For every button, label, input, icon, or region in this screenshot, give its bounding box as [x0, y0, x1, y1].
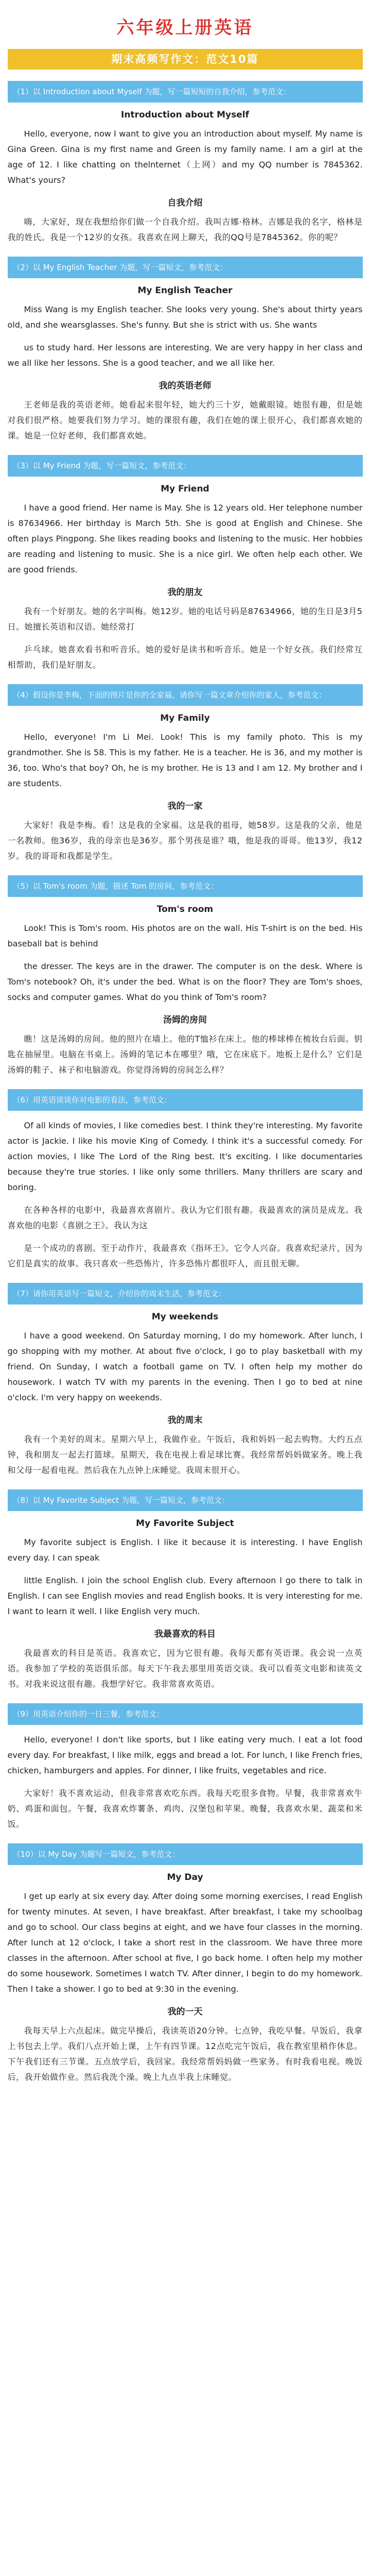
essay-en-paragraph: Hello, everyone, now I want to give you an introduction about myself. My name is Gina Green. Gina is my first name and Green is my family name. I am a girl at the age of 12. I like chatting on thelnternet（上网）and my QQ number is 7845362. What's yours? [7, 129, 363, 185]
essay-cn-paragraph: 嗨，大家好，现在我想给你们做一个自我介绍。我叫吉娜·格林。吉娜是我的名字，格林是我的姓氏。我是一个12岁的女孩。我喜欢在网上聊天，我的QQ号是7845362。你的呢？ [7, 217, 363, 242]
essay-section [8, 455, 363, 673]
essay-cn-paragraph: 我每天早上六点起床。做完早操后，我读英语20分钟。七点钟，我吃早餐。早饭后，我拿上书包去上学。我们八点开始上课，上午有四节课。12点吃完午饭后，我在教室里稍作休息。下午我们还有三节课。五点放学后，我回家。我经常帮妈妈做一些家务。有时我看电视。晚饭后，我开始做作业。然后我洗个澡。晚上九点半我上床睡觉。 [7, 2026, 363, 2082]
essay-section [8, 1489, 363, 1692]
essay-en-paragraph: Hello, everyone! I don't like sports, but I like eating very much. I eat a lot food every day. For breakfast, I like milk, eggs and bread a lot. For lunch, I like French fries, chicken, hamburgers and apples. For dinner, I like fruits, vegetables and rice. [7, 1735, 363, 1775]
essay-prompt: （7）请你用英语写一篇短文，介绍你的周末生活，参考范文： [8, 1283, 363, 1304]
subtitle-banner: 期末高频写作文：范文10篇 [8, 49, 363, 70]
essay-cn-title: 我的周末 [167, 1415, 203, 1426]
essay-cn-paragraph: 瞧！这是汤姆的房间。他的照片在墙上。他的T恤衫在床上。他的棒球棒在梳妆台后面。钥匙在抽屉里。电脑在书桌上。汤姆的笔记本在哪里？哦，它在床底下。地板上是什么？它们是汤姆的鞋子、袜子和电脑游戏。你觉得汤姆的房间怎么样？ [7, 1034, 363, 1075]
essay-list [0, 81, 370, 2085]
essay-en-paragraph: I have a good friend. Her name is May. She is 12 years old. Her telephone number is 87634966. Her birthday is March 5th. She is good at English and Chinese. She often plays Pingpong. She likes reading books and listening to the music. Her hobbies are reading and listening to music. She is a nice girl. We often help each other. We are good friends. [7, 503, 363, 574]
essay-en-title: My Friend [161, 484, 209, 494]
essay-cn-paragraph: 在各种各样的电影中，我最喜欢喜剧片。我认为它们很有趣。我最喜欢的演员是成龙。我喜欢他的电影《喜剧之王》。我认为这 [7, 1205, 363, 1230]
essay-section [8, 257, 363, 444]
page-title: 六年级上册英语 [116, 18, 254, 38]
essay-cn-title: 我的英语老师 [158, 381, 212, 391]
essay-section [8, 81, 363, 245]
essay-cn-paragraph: 是一个成功的喜剧。至于动作片，我最喜欢《指环王》。它令人兴奋。我喜欢纪录片，因为它们是真实的故事。我只喜欢一些恐怖片，许多恐怖片都很吓人，而且很无聊。 [7, 1243, 363, 1268]
essay-section [8, 875, 363, 1078]
essay-en-title: Introduction about Myself [121, 110, 249, 120]
essay-en-paragraph: us to study hard. Her lessons are interesting. We are very happy in her class and we all like her lessons. She is a good teacher, and we all like her. [7, 343, 363, 368]
essay-en-title: My Favorite Subject [136, 1518, 234, 1529]
essay-cn-paragraph: 我有一个美好的周末。星期六早上，我做作业。午饭后，我和妈妈一起去购物。大约五点钟，我和朋友一起去打篮球。星期天，我在电视上看足球比赛。我经常帮妈妈做家务。晚上我和父母一起看电视。然后我在九点钟上床睡觉。我周末很开心。 [7, 1434, 363, 1475]
essay-en-paragraph: Look! This is Tom's room. His photos are on the wall. His T-shirt is on the bed. His baseball bat is behind [7, 923, 363, 948]
essay-prompt: （4）假设你是李梅，下面的图片是你的全家福，请你写一篇文章介绍你的家人，参考范文： [8, 684, 363, 706]
essay-en-title: My Family [160, 713, 210, 723]
essay-en-title: Tom's room [156, 904, 214, 914]
essay-cn-paragraph: 大家好！我是李梅。看！这是我的全家福。这是我的祖母，她58岁。这是我的父亲，他是一名教师。他36岁，我的母亲也是36岁。那个男孩是谁？哦，他是我的哥哥。他13岁，我12岁。我的哥哥和我都是学生。 [7, 820, 363, 861]
essay-section [8, 1703, 363, 1832]
essay-en-title: My weekends [151, 1312, 219, 1322]
essay-en-paragraph: My favorite subject is English. I like it because it is interesting. I have English every day. I can speak [7, 1537, 363, 1563]
essay-prompt: （10）以 My Day 为题写一篇短文，参考范文： [8, 1843, 363, 1865]
essay-prompt: （9）用英语介绍你的一日三餐，参考范文： [8, 1703, 363, 1725]
essay-prompt: （8）以 My Favorite Subject 为题，写一篇短文，参考范文： [8, 1489, 363, 1511]
essay-en-paragraph: I have a good weekend. On Saturday morning, I do my homework. After lunch, I go shopping with my mother. At about five o'clock, I go to play basketball with my friend. On Sunday, I watch a football game on TV. I often help my mother do housework. I watch TV with my parents in the evening. Then I go to bed at nine o'clock. I'm very happy on weekends. [7, 1331, 363, 1402]
essay-en-paragraph: I get up early at six every day. After doing some morning exercises, I read English for twenty minutes. At seven, I have breakfast. After breakfast, I take my schoolbag and go to school. Our class begins at eight, and we have four classes in the morning. After lunch at 12 o'clock, I take a short rest in the classroom. We have three more classes in the afternoon. After school at five, I go back home. I often help my mother do some housework. Sometimes I watch TV. After dinner, I begin to do my homework. Then I take a shower. I go to bed at 9:30 in the evening. [7, 1891, 363, 1994]
essay-cn-paragraph: 乒乓球。她喜欢看书和听音乐。她的爱好是读书和听音乐。她是一个好女孩。我们经常互相帮助，我们是好朋友。 [7, 645, 363, 670]
essay-cn-title: 我最喜欢的科目 [154, 1629, 216, 1639]
essay-prompt: （1）以 Introduction about Myself 为题，写一篇短短的自我介绍，参考范文： [8, 81, 363, 103]
essay-cn-title: 我的一天 [167, 2007, 203, 2017]
essay-en-paragraph: Miss Wang is my English teacher. She looks very young. She's about thirty years old, and she wearsglasses. She's funny. But she is strict with us. She wants [7, 304, 363, 330]
essay-section [8, 1089, 363, 1272]
essay-prompt: （3）以 My Friend 为题，写一篇短文，参考范文： [8, 455, 363, 477]
essay-prompt: （6）用英语谈谈你对电影的看法，参考范文： [8, 1089, 363, 1111]
essay-en-paragraph: the dresser. The keys are in the drawer. The computer is on the desk. Where is Tom's notebook? Oh, it's under the bed. What is on the floor? They are Tom's shoes, socks and computer games. What do you think of Tom's room? [7, 961, 363, 1002]
essay-cn-paragraph: 大家好！我不喜欢运动，但我非常喜欢吃东西。我每天吃很多食物。早餐，我非常喜欢牛奶、鸡蛋和面包。午餐，我喜欢炸薯条、鸡肉、汉堡包和苹果。晚餐，我喜欢水果、蔬菜和米饭。 [7, 1788, 363, 1829]
essay-cn-title: 自我介绍 [167, 198, 203, 208]
essay-cn-title: 我的一家 [167, 801, 203, 811]
essay-section [8, 1843, 363, 2085]
essay-en-title: My English Teacher [137, 285, 233, 296]
essay-section [8, 684, 363, 864]
essay-prompt: （2）以 My English Teacher 为题，写一篇短文，参考范文： [8, 257, 363, 278]
essay-section [8, 1283, 363, 1478]
header [0, 0, 370, 43]
essay-prompt: （5）以 Tom's room 为题，描述 Tom 的房间，参考范文： [8, 875, 363, 897]
essay-en-paragraph: Of all kinds of movies, I like comedies best. I think they're interesting. My favorite actor is Jackie. I like his movie King of Comedy. I think it's a successful comedy. For action movies, I like The Lord of the Ring best. It's exciting. I like documentaries because they're true stories. I like only some thrillers. Many thrillers are scary and boring. [7, 1121, 363, 1192]
essay-en-title: My Day [167, 1872, 203, 1883]
essay-cn-title: 汤姆的房间 [163, 1015, 207, 1025]
essay-en-paragraph: Hello, everyone! I'm Li Mei. Look! This is my family photo. This is my grandmother. She is 58. This is my father. He is a teacher. He is 36, and my mother is 36, too. Who's that boy? Oh, he is my brother. He is 13 and I am 12. My brother and I are students. [7, 732, 363, 788]
essay-en-paragraph: little English. I join the school English club. Every afternoon I go there to talk in English. I can see English movies and read English books. It is very interesting for me. I want to learn it well. I like English very much. [7, 1575, 363, 1616]
essay-cn-paragraph: 王老师是我的英语老师。她看起来很年轻，她大约三十岁，她戴眼镜。她很有趣，但是她对我们很严格。她要我们努力学习。她的课很有趣，我们在她的课上很开心，我们都喜欢她的课。她是一位好老师，我们都喜欢她。 [7, 400, 363, 440]
essay-cn-paragraph: 我最喜欢的科目是英语。我喜欢它，因为它很有趣。我每天都有英语课。我会说一点英语。我参加了学校的英语俱乐部。每天下午我去那里用英语交谈。我可以看英文电影和读英文书。对我来说这很有趣。我想学好它。我非常喜欢英语。 [7, 1648, 363, 1689]
essay-cn-paragraph: 我有一个好朋友。她的名字叫梅。她12岁。她的电话号码是87634966，她的生日是3月5日。她擅长英语和汉语。她经常打 [7, 606, 363, 632]
essay-cn-title: 我的朋友 [167, 587, 203, 598]
